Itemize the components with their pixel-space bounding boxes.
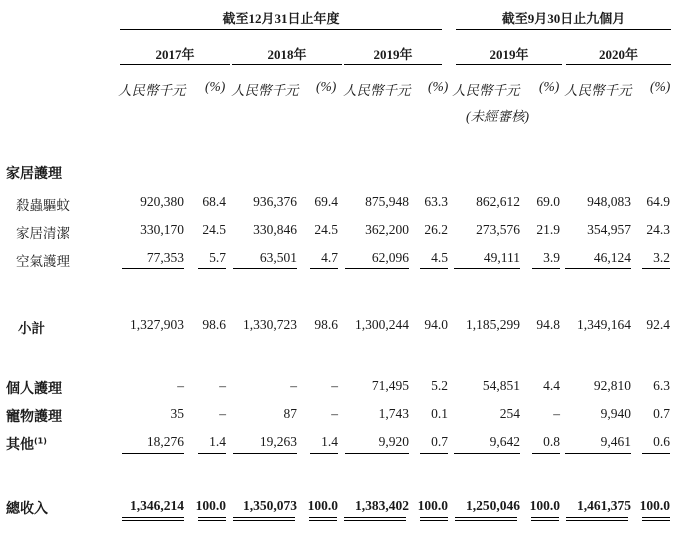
table-cell: 100.0 — [529, 498, 560, 513]
table-cell: 100.0 — [307, 498, 338, 513]
unit-label-2018: 人民幣千元 — [231, 83, 299, 98]
table-cell: 62,096 — [371, 250, 409, 265]
pct-label-2018: (%) — [316, 79, 337, 94]
period-annual-rule — [120, 29, 442, 30]
total-double-rule-top — [122, 517, 670, 518]
subtotal-rule-2 — [198, 268, 226, 269]
table-cell: 1,461,375 — [577, 498, 631, 513]
table-cell: 9,940 — [600, 406, 631, 421]
table-cell: – — [553, 406, 560, 421]
table-cell: 330,170 — [140, 222, 184, 237]
subtotal-rule-1 — [122, 268, 184, 269]
others-rule-7 — [454, 453, 520, 454]
table-cell: 5.7 — [209, 250, 226, 265]
year-2019-9m-rule — [456, 64, 562, 65]
table-cell: 1.4 — [209, 434, 226, 449]
table-cell: 87 — [283, 406, 297, 421]
table-cell: 94.8 — [536, 317, 560, 332]
table-cell: 1,330,723 — [243, 317, 297, 332]
table-cell: 63,501 — [259, 250, 297, 265]
table-cell: 330,846 — [253, 222, 297, 237]
table-cell: 1,383,402 — [355, 498, 409, 513]
table-cell: 92,810 — [593, 378, 631, 393]
pct-label-2019-9m: (%) — [539, 79, 560, 94]
table-cell: 1,743 — [378, 406, 409, 421]
table-cell: 4.5 — [431, 250, 448, 265]
table-cell: – — [219, 406, 226, 421]
table-cell: – — [331, 406, 338, 421]
table-cell: 46,124 — [593, 250, 631, 265]
others-rule-9 — [565, 453, 631, 454]
table-cell: 100.0 — [417, 498, 448, 513]
table-cell: 9,461 — [600, 434, 631, 449]
table-cell: 920,380 — [140, 194, 184, 209]
row-label-others — [6, 434, 47, 454]
table-cell: 24.5 — [314, 222, 338, 237]
table-cell: 35 — [170, 406, 184, 421]
table-cell: 69.4 — [314, 194, 338, 209]
year-2018-rule — [232, 64, 342, 65]
table-cell: – — [177, 378, 184, 393]
section-home-care: 家居護理 — [6, 166, 62, 182]
table-cell: 0.1 — [431, 406, 448, 421]
table-cell: 4.4 — [543, 378, 560, 393]
table-cell: 19,263 — [259, 434, 297, 449]
subtotal-rule-8 — [532, 268, 560, 269]
table-cell: 0.6 — [653, 434, 670, 449]
row-label-total-revenue: 總收入 — [6, 501, 48, 517]
year-2020-9m-rule — [566, 64, 671, 65]
table-cell: 6.3 — [653, 378, 670, 393]
year-2019-rule — [344, 64, 442, 65]
unit-label-2019: 人民幣千元 — [343, 83, 411, 98]
unit-label-2020-9m: 人民幣千元 — [564, 83, 632, 98]
table-cell: 936,376 — [253, 194, 297, 209]
pct-label-2019: (%) — [428, 79, 449, 94]
table-cell: 49,111 — [483, 250, 520, 265]
others-rule-4 — [310, 453, 338, 454]
others-text: 其他 — [6, 437, 34, 453]
table-cell: 0.7 — [431, 434, 448, 449]
unit-label-2017: 人民幣千元 — [118, 83, 186, 98]
table-cell: 77,353 — [146, 250, 184, 265]
subtotal-rule-5 — [345, 268, 409, 269]
table-cell: 1,300,244 — [355, 317, 409, 332]
table-cell: 68.4 — [202, 194, 226, 209]
table-cell: 9,920 — [378, 434, 409, 449]
table-cell: 1,327,903 — [130, 317, 184, 332]
period-nine-months-rule — [456, 29, 671, 30]
table-cell: 63.3 — [424, 194, 448, 209]
table-cell: 1,346,214 — [130, 498, 184, 513]
table-cell: 24.3 — [646, 222, 670, 237]
table-cell: 94.0 — [424, 317, 448, 332]
row-label-subtotal: 小計 — [18, 321, 45, 337]
table-cell: 1,250,046 — [466, 498, 520, 513]
footnote-marker: (1) — [34, 436, 47, 446]
table-cell: 26.2 — [424, 222, 448, 237]
table-cell: 100.0 — [195, 498, 226, 513]
table-cell: 354,957 — [587, 222, 631, 237]
table-cell: 54,851 — [482, 378, 520, 393]
pct-label-2017: (%) — [205, 79, 226, 94]
others-rule-5 — [345, 453, 409, 454]
table-cell: 100.0 — [639, 498, 670, 513]
total-double-rule-bottom — [122, 520, 670, 521]
subtotal-rule-6 — [420, 268, 448, 269]
year-2020-9m-header: 2020年 — [598, 47, 638, 62]
subtotal-rule-10 — [642, 268, 670, 269]
year-2019-header: 2019年 — [373, 47, 413, 62]
others-rule-10 — [642, 453, 670, 454]
table-cell: 0.8 — [543, 434, 560, 449]
table-cell: 862,612 — [476, 194, 520, 209]
table-cell: 948,083 — [587, 194, 631, 209]
period-nine-months-header: 截至9月30日止九個月 — [501, 11, 626, 26]
subtotal-rule-3 — [233, 268, 297, 269]
table-cell: – — [331, 378, 338, 393]
pct-label-2020-9m: (%) — [650, 79, 671, 94]
table-cell: 3.2 — [653, 250, 670, 265]
table-cell: 24.5 — [202, 222, 226, 237]
others-rule-3 — [233, 453, 297, 454]
unaudited-note: (未經審核) — [466, 109, 529, 124]
table-cell: 5.2 — [431, 378, 448, 393]
others-rule-2 — [198, 453, 226, 454]
row-label-home-cleaning: 家居清潔 — [16, 226, 70, 242]
subtotal-rule-7 — [454, 268, 520, 269]
others-rule-8 — [532, 453, 560, 454]
table-cell: 273,576 — [476, 222, 520, 237]
year-2019-9m-header: 2019年 — [489, 47, 529, 62]
subtotal-rule-9 — [565, 268, 631, 269]
table-cell: 92.4 — [646, 317, 670, 332]
table-cell: 18,276 — [146, 434, 184, 449]
row-label-air-care: 空氣護理 — [16, 254, 70, 270]
table-cell: 71,495 — [371, 378, 409, 393]
table-cell: 254 — [499, 406, 520, 421]
table-cell: – — [290, 378, 297, 393]
table-cell: 69.0 — [536, 194, 560, 209]
table-cell: – — [219, 378, 226, 393]
table-cell: 98.6 — [202, 317, 226, 332]
unit-label-2019-9m: 人民幣千元 — [452, 83, 520, 98]
table-cell: 0.7 — [653, 406, 670, 421]
table-cell: 3.9 — [543, 250, 560, 265]
table-cell: 362,200 — [365, 222, 409, 237]
table-cell: 9,642 — [489, 434, 520, 449]
row-label-personal-care: 個人護理 — [6, 381, 62, 397]
year-2017-header: 2017年 — [155, 47, 195, 62]
table-cell: 4.7 — [321, 250, 338, 265]
table-cell: 1,185,299 — [466, 317, 520, 332]
table-cell: 875,948 — [365, 194, 409, 209]
others-rule-6 — [420, 453, 448, 454]
table-cell: 64.9 — [646, 194, 670, 209]
period-annual-header: 截至12月31日止年度 — [222, 11, 340, 26]
row-label-insecticide: 殺蟲驅蚊 — [16, 198, 70, 214]
year-2017-rule — [120, 64, 230, 65]
year-2018-header: 2018年 — [267, 47, 307, 62]
table-cell: 98.6 — [314, 317, 338, 332]
subtotal-rule-4 — [310, 268, 338, 269]
row-label-pet-care: 寵物護理 — [6, 409, 62, 425]
table-cell: 21.9 — [536, 222, 560, 237]
table-cell: 1.4 — [321, 434, 338, 449]
others-rule-1 — [122, 453, 184, 454]
table-cell: 1,350,073 — [243, 498, 297, 513]
table-cell: 1,349,164 — [577, 317, 631, 332]
